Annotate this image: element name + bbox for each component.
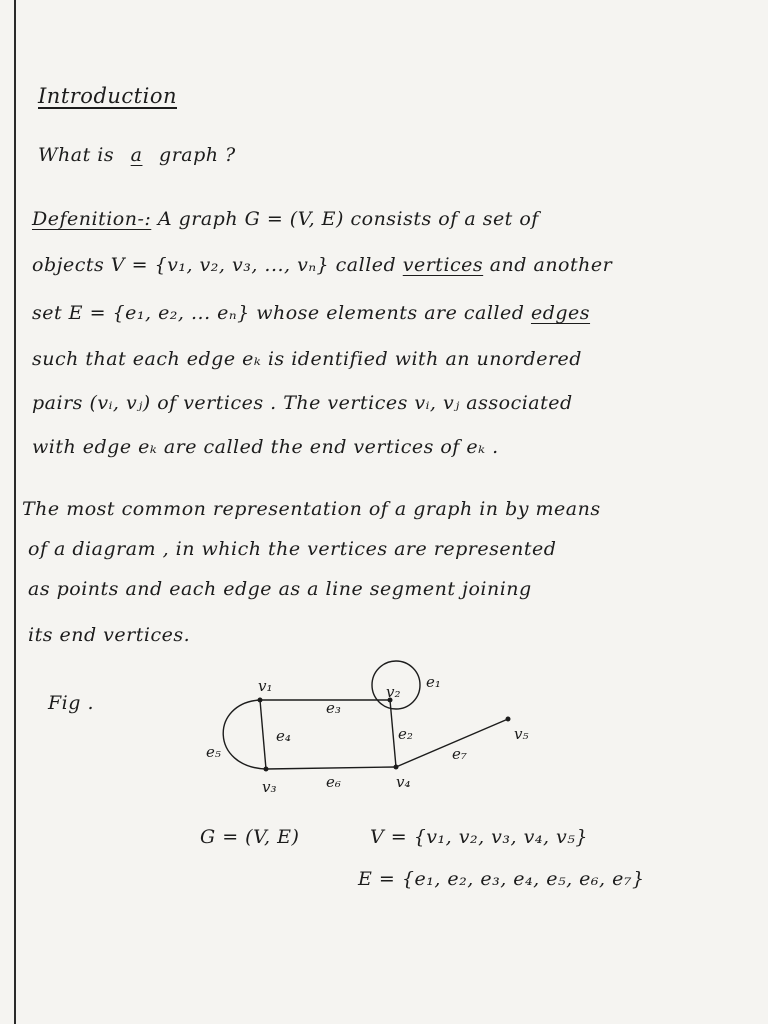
label-e5: e₅ [206,743,221,761]
definition-line-1 [32,208,539,230]
edge-e4 [260,700,266,769]
label-e4: e₄ [276,727,291,745]
question-prefix: What is [38,144,115,166]
margin-line [14,0,16,1024]
question-suffix: graph ? [159,144,236,166]
label-e1: e₁ [426,673,441,691]
graph-definition: G = (V, E) [200,826,300,848]
definition-line3-a: set E = {e₁, e₂, ... eₙ} whose elements are called [32,302,525,324]
definition-line2-b: and another [489,254,613,276]
representation-line-4: its end vertices. [28,624,191,646]
definition-line-6: with edge eₖ are called the end vertices of eₖ . [32,436,499,458]
representation-line-3: as points and each edge as a line segment joining [28,578,532,600]
definition-line2-a: objects V = {v₁, v₂, v₃, ..., vₙ} called [32,254,397,276]
vertex-v4 [394,765,399,770]
question [38,144,236,166]
question-blank: a [130,144,143,166]
label-v1: v₁ [258,677,273,695]
representation-line-2: of a diagram , in which the vertices are represented [28,538,557,560]
definition-line-3 [32,302,590,324]
edge-e5 [223,700,266,769]
label-e3: e₃ [326,699,341,717]
definition-label: Defenition-: [32,208,152,230]
heading: Introduction [38,84,177,108]
vertex-v3 [264,767,269,772]
label-e2: e₂ [398,725,413,743]
definition-line1-text: A graph G = (V, E) consists of a set of [157,208,539,230]
definition-line-4: such that each edge eₖ is identified with an unordered [32,348,582,370]
label-v2: v₂ [386,683,401,701]
label-e7: e₇ [452,745,467,763]
vertex-set: V = {v₁, v₂, v₃, v₄, v₅} [370,826,588,848]
edge-e2 [390,700,396,767]
label-v5: v₅ [514,725,529,743]
edge-set: E = {e₁, e₂, e₃, e₄, e₅, e₆, e₇} [358,868,645,890]
label-v4: v₄ [396,773,411,791]
definition-line-5: pairs (vᵢ, vⱼ) of vertices . The vertices vᵢ, vⱼ associated [32,392,573,414]
label-e6: e₆ [326,773,341,791]
vertex-v1 [258,698,263,703]
vertices-term: vertices [402,254,484,276]
vertex-v5 [506,717,511,722]
definition-line-2 [32,254,612,276]
edge-e6 [266,767,396,769]
graph-diagram [180,655,540,805]
representation-line-1: The most common representation of a graph in by means [22,498,601,520]
edges-term: edges [530,302,591,324]
label-v3: v₃ [262,778,277,796]
figure-caption: Fig . [48,692,95,714]
